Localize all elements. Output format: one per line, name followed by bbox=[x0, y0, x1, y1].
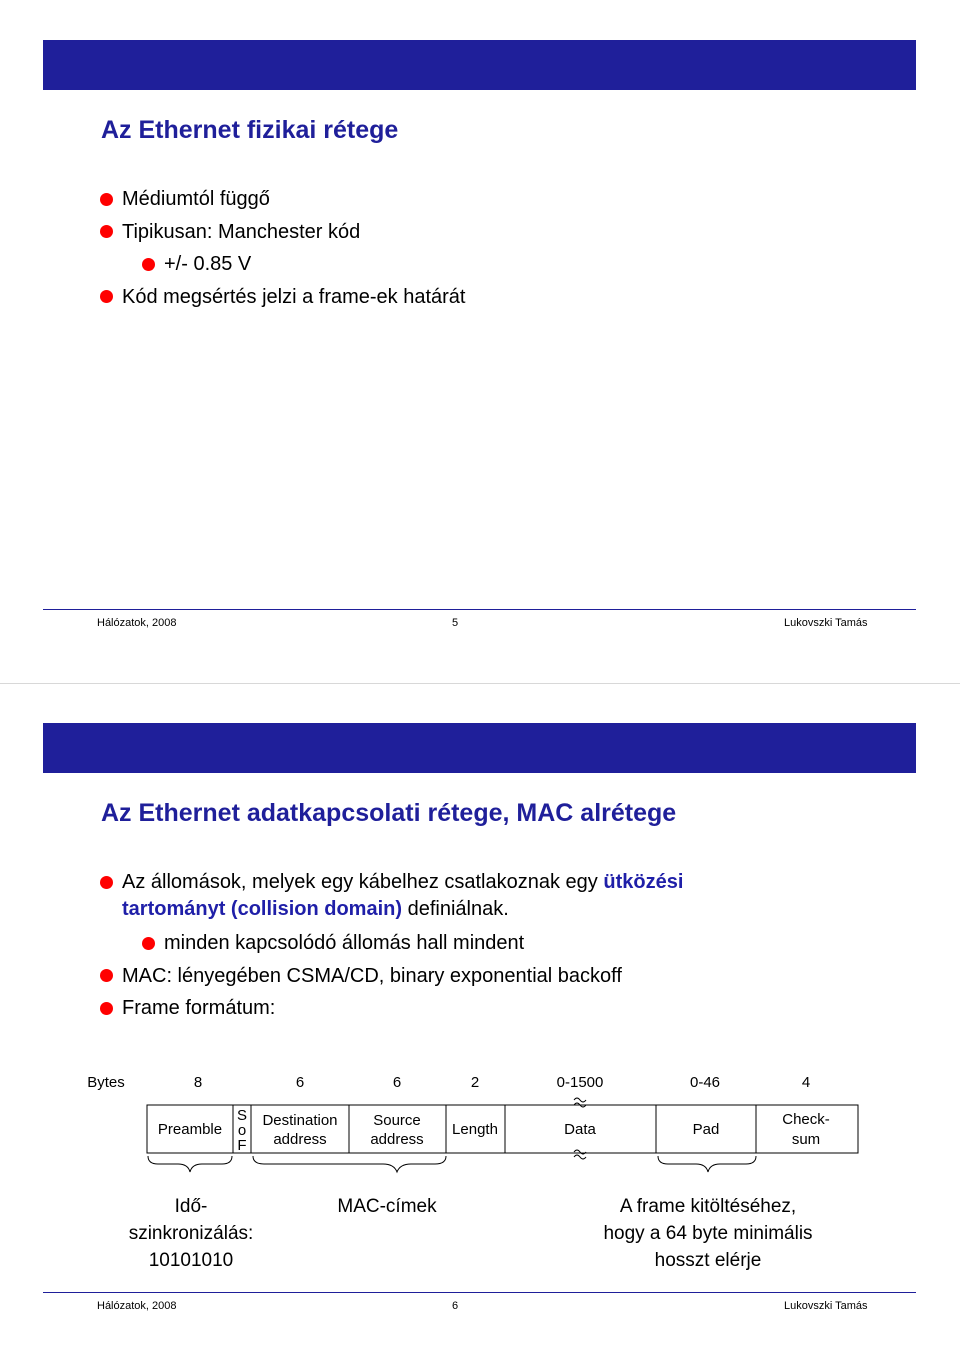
bullet-item: Kód megsértés jelzi a frame-ek határát bbox=[100, 281, 466, 314]
size-checksum: 4 bbox=[801, 1074, 811, 1091]
field-preamble: Preamble bbox=[157, 1121, 223, 1138]
size-data: 0-1500 bbox=[556, 1074, 604, 1091]
collision-domain-term: ütközési tartományt (collision domain) bbox=[122, 871, 684, 920]
caption-line: hogy a 64 byte minimális bbox=[603, 1223, 813, 1244]
size-preamble: 8 bbox=[193, 1074, 203, 1091]
field-source-line1: Source bbox=[373, 1112, 421, 1129]
field-data: Data bbox=[564, 1121, 596, 1138]
field-length: Length bbox=[452, 1121, 498, 1138]
bullet-item: Frame formátum: bbox=[100, 992, 762, 1025]
field-sof-s: S bbox=[236, 1107, 248, 1124]
ethernet-frame-diagram bbox=[0, 1060, 960, 1175]
title-banner bbox=[43, 723, 916, 773]
caption-line: A frame kitöltéséhez, bbox=[619, 1196, 797, 1217]
size-dest: 6 bbox=[295, 1074, 305, 1091]
footer-author: Lukovszki Tamás bbox=[784, 617, 868, 629]
brace-pad bbox=[658, 1156, 756, 1172]
footer-left: Hálózatok, 2008 bbox=[97, 617, 177, 629]
size-pad: 0-46 bbox=[689, 1074, 721, 1091]
slide-title: Az Ethernet fizikai rétege bbox=[101, 116, 399, 144]
sub-bullet-item: +/- 0.85 V bbox=[142, 248, 466, 281]
footer-left: Hálózatok, 2008 bbox=[97, 1300, 177, 1312]
field-checksum-line2: sum bbox=[791, 1131, 821, 1148]
size-length: 2 bbox=[470, 1074, 480, 1091]
field-pad: Pad bbox=[692, 1121, 720, 1138]
size-source: 6 bbox=[392, 1074, 402, 1091]
break-mark-icon bbox=[574, 1150, 586, 1159]
caption-line: 10101010 bbox=[148, 1250, 234, 1271]
break-mark-icon bbox=[574, 1098, 586, 1107]
footer-author: Lukovszki Tamás bbox=[784, 1300, 868, 1312]
caption-line: hosszt elérje bbox=[654, 1250, 762, 1271]
bullet-item: Médiumtól függő bbox=[100, 183, 466, 216]
field-checksum-line1: Check- bbox=[782, 1111, 830, 1128]
slide-title: Az Ethernet adatkapcsolati rétege, MAC alrétege bbox=[101, 799, 677, 827]
caption-sync bbox=[96, 1193, 286, 1274]
brace-mac bbox=[253, 1156, 446, 1172]
bullet-item-collision-domain bbox=[100, 869, 762, 923]
field-dest-line2: address bbox=[273, 1131, 327, 1148]
bullet-text: definiálnak. bbox=[402, 898, 509, 920]
bullet-list bbox=[100, 869, 762, 1025]
bullet-item: MAC: lényegében CSMA/CD, binary exponential backoff bbox=[100, 960, 762, 993]
brace-sync bbox=[148, 1156, 232, 1172]
caption-mac bbox=[300, 1193, 474, 1220]
field-source-line2: address bbox=[370, 1131, 424, 1148]
caption-line: szinkronizálás: bbox=[128, 1223, 254, 1244]
page-number: 6 bbox=[452, 1300, 459, 1312]
bullet-item: Tipikusan: Manchester kód bbox=[100, 216, 466, 249]
bytes-label: Bytes bbox=[87, 1074, 125, 1091]
page-number: 5 bbox=[452, 617, 459, 629]
field-sof-o: o bbox=[237, 1122, 247, 1139]
caption-line: MAC-címek bbox=[337, 1196, 437, 1217]
sub-bullet-item: minden kapcsolódó állomás hall mindent bbox=[142, 927, 762, 960]
caption-line: Idő- bbox=[174, 1196, 208, 1217]
bullet-text: Az állomások, melyek egy kábelhez csatlakoznak egy bbox=[122, 871, 604, 893]
caption-pad bbox=[563, 1193, 853, 1274]
field-sof-f: F bbox=[237, 1137, 247, 1154]
footer-rule bbox=[43, 1292, 916, 1293]
field-dest-line1: Destination bbox=[262, 1112, 338, 1129]
